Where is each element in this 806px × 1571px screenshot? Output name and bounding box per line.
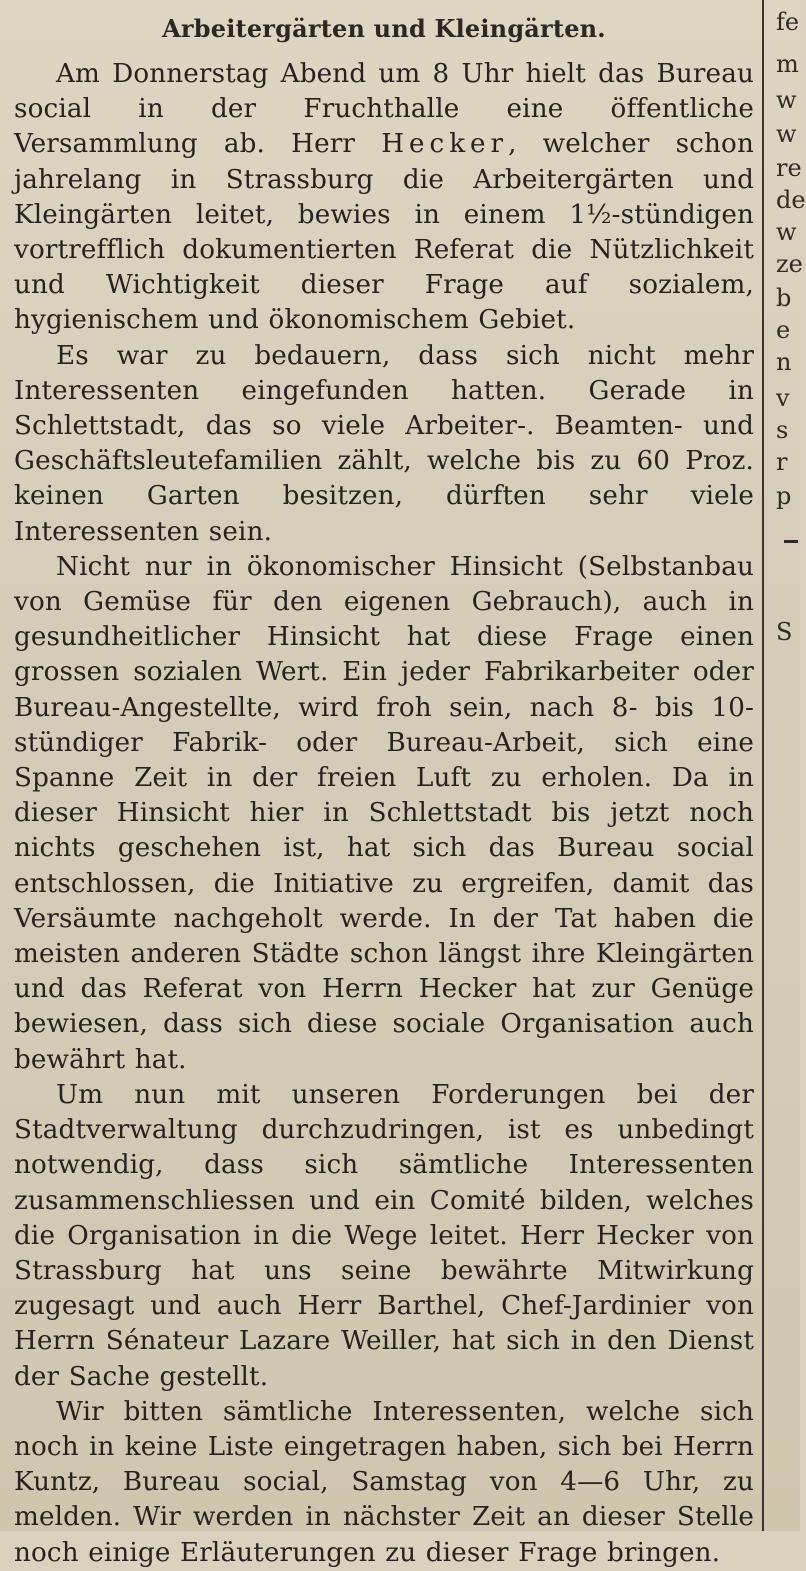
paragraph-4-text: Um nun mit unseren Forderungen bei der Stadtverwaltung durchzudringen, ist es unbedingt notwendig, dass sich sämtliche Interessenten zusammenschliessen und ein Comité bilden, welches die Organisation in die Wege leitet. Herr Hecker von Strassburg hat uns seine bewährte Mitwirkung zugesagt und auch Herr Barthel, Chef-Jardinier von Herrn Sénateur Lazare Weiller, hat sich in den Dienst der Sache gestellt. bbox=[14, 1079, 754, 1392]
article-paragraph-5 bbox=[14, 1395, 754, 1571]
adjacent-fragment: b bbox=[776, 284, 792, 312]
adjacent-fragment: de bbox=[776, 186, 806, 214]
article-paragraph-3 bbox=[14, 550, 754, 1078]
paragraph-2-text: Es war zu bedauern, dass sich nicht mehr Interessenten eingefunden hatten. Gerade in Schlettstadt, das so viele Arbeiter-. Beamten- und Geschäftsleutefamilien zählt, welche bis zu 60 Proz. keinen Garten besitzen, dürften sehr viele Interessenten sein. bbox=[14, 340, 754, 547]
adjacent-fragment: n bbox=[776, 348, 792, 376]
adjacent-fragment: v bbox=[776, 384, 790, 412]
article-paragraph-4 bbox=[14, 1078, 754, 1395]
adjacent-fragment: ze bbox=[776, 250, 803, 278]
adjacent-fragment: m bbox=[776, 50, 799, 78]
paragraph-5-text: Wir bitten sämtliche Interessenten, welche sich noch in keine Liste eingetragen haben, sich bei Herrn Kuntz, Bureau social, Samstag von 4—6 Uhr, zu melden. Wir werden in nächster Zeit an dieser Stelle noch einige Erläuterungen zu dieser Frage bringen. bbox=[14, 1396, 754, 1568]
adjacent-fragment: e bbox=[776, 316, 791, 344]
adjacent-fragment: re bbox=[776, 154, 802, 182]
adjacent-fragment: p bbox=[776, 482, 792, 510]
paragraph-1-text-b: , welcher schon jahrelang in Strassburg die Arbeitergärten und Kleingärten leitet, bewies in einem 1½-stündigen vortrefflich dokumentierten Referat die Nützlichkeit und Wichtigkeit dieser Frage auf sozialem, hygienischem und ökonomischem Gebiet. bbox=[14, 129, 754, 336]
adjacent-fragment: fe bbox=[776, 8, 800, 36]
article-paragraph-1 bbox=[14, 57, 754, 339]
adjacent-fragment: w bbox=[776, 218, 797, 246]
adjacent-fragment: w bbox=[776, 120, 797, 148]
adjacent-fragment: S bbox=[776, 618, 793, 646]
adjacent-fragment: s bbox=[776, 416, 789, 444]
paragraph-3-text: Nicht nur in ökonomischer Hinsicht (Selbstanbau von Gemüse für den eigenen Gebrauch), auch in gesundheitlicher Hinsicht hat diese Frage einen grossen sozialen Wert. Ein jeder Fabrikarbeiter oder Bureau-Angestellte, wird froh sein, nach 8- bis 10-stündiger Fabrik- oder Bureau-Arbeit, sich eine Spanne Zeit in der freien Luft zu erholen. Da in dieser Hinsicht hier in Schlettstadt bis jetzt noch nichts geschehen ist, hat sich das Bureau social entschlossen, die Initiative zu ergreifen, damit das Versäumte nachgeholt werde. In der Tat haben die meisten anderen Städte schon längst ihre Kleingärten und das Referat von Herrn Hecker hat zur Genüge bewiesen, dass sich diese sociale Organisation auch bewährt hat. bbox=[14, 551, 754, 1075]
adjacent-column-fragments bbox=[772, 0, 806, 1531]
article-paragraph-2 bbox=[14, 339, 754, 550]
column-rule bbox=[762, 0, 764, 1531]
adjacent-dash bbox=[784, 540, 798, 543]
article-column bbox=[14, 14, 754, 1571]
adjacent-fragment: r bbox=[776, 448, 788, 476]
paragraph-1-name-emphasis: Hecker bbox=[381, 129, 509, 160]
article-headline: Arbeitergärten und Kleingärten. bbox=[162, 14, 606, 43]
adjacent-fragment: w bbox=[776, 86, 797, 114]
paragraph-1-text-a: Am Donnerstag Abend um 8 Uhr hielt das Bureau social in der Fruchthalle eine öffentliche Versammlung ab. Herr bbox=[14, 59, 754, 160]
